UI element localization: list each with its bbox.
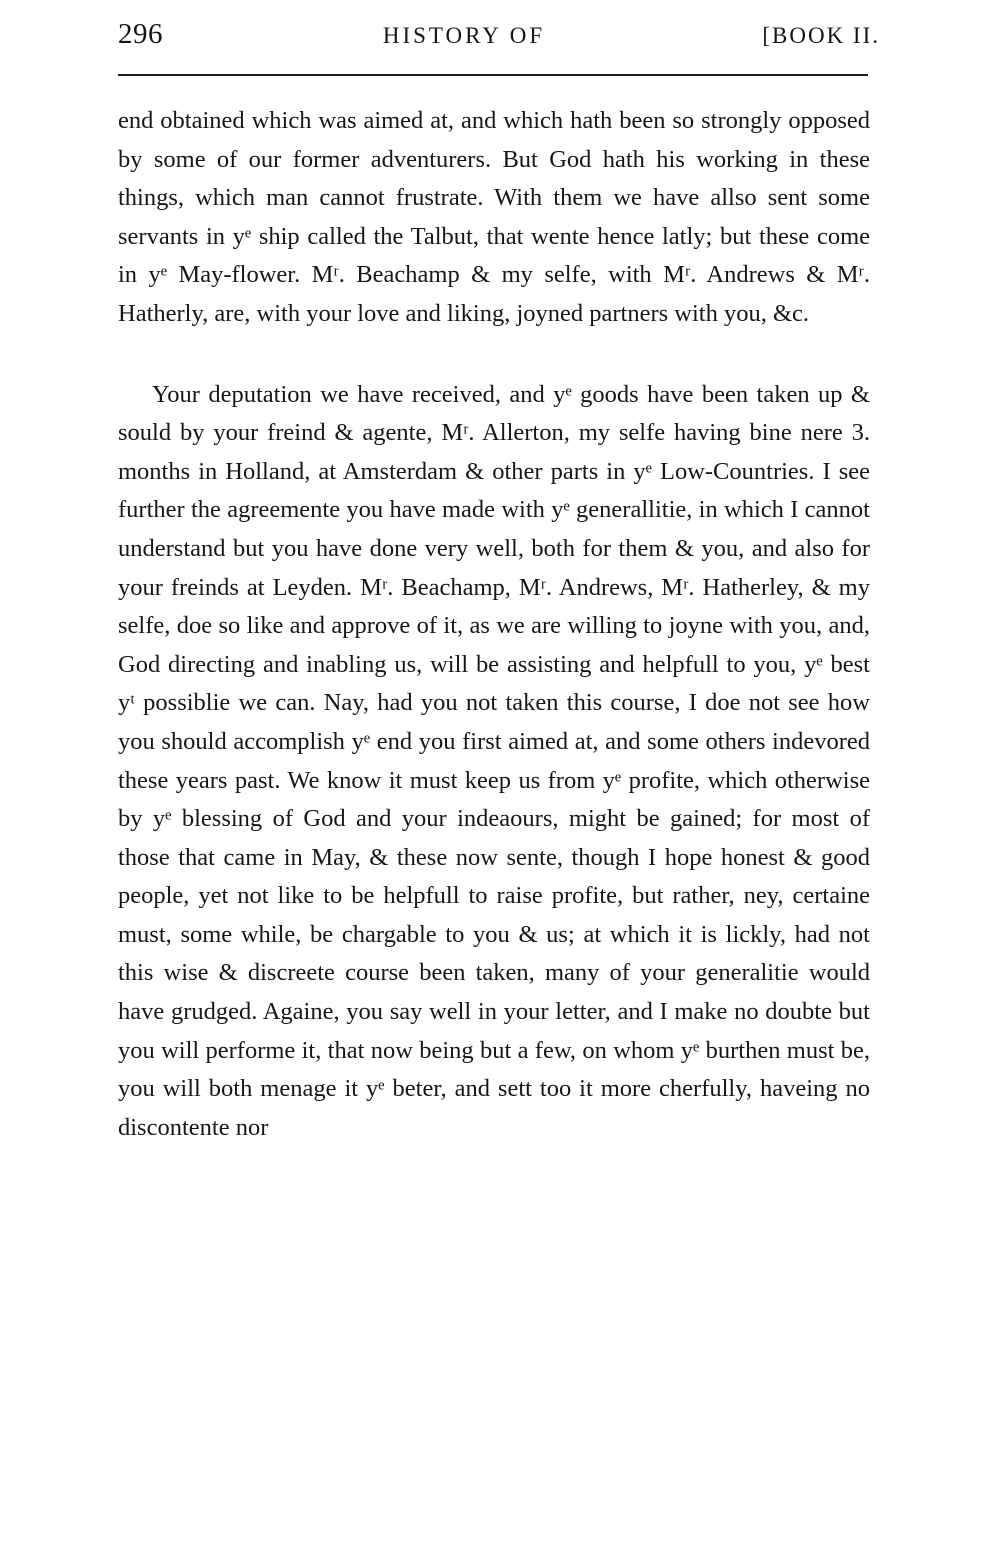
running-head-title: HISTORY OF <box>382 23 546 48</box>
page-number: 296 <box>118 18 163 50</box>
page-body <box>118 102 870 1147</box>
header-divider-rule <box>118 74 868 76</box>
paragraph-2: Your deputation we have received, and yᵉ goods have been taken up & sould by your freind & agente, Mʳ. Allerton, my selfe having bine nere 3. months in Holland, at Amsterdam & other parts in yᵉ Low-Countries. I see further the agreemente you have made with yᵉ generallitie, in which I cannot understand but you have done very well, both for them & you, and also for your freinds at Leyden. Mʳ. Beachamp, Mʳ. Andrews, Mʳ. Hatherley, & my selfe, doe so like and approve of it, as we are willing to joyne with you, and, God directing and inabling us, will be assisting and helpfull to you, yᵉ best yᵗ possiblie we can. Nay, had you not taken this course, I doe not see how you should accomplish yᵉ end you first aimed at, and some others indevored these years past. We know it must keep us from yᵉ profite, which otherwise by yᵉ blessing of God and your indeaours, might be gained; for most of those that came in May, & these now sente, though I hope honest & good people, yet not like to be helpfull to raise profite, but rather, ney, certaine must, some while, be chargable to you & us; at which it is lickly, had not this wise & discreete course been taken, many of your generalitie would have grudged. Againe, you say well in your letter, and I make no doubte but you will performe it, that now being but a few, on whom yᵉ burthen must be, you will both menage it yᵉ beter, and sett too it more cherfully, haveing no discontente nor <box>118 380 870 1141</box>
paragraph-1: end obtained which was aimed at, and which hath been so strongly opposed by some of our former adventurers. But God hath his working in these things, which man cannot frustrate. With them we have allso sent some servants in yᵉ ship called the Talbut, that wente hence latly; but these come in yᵉ May-flower. Mʳ. Beachamp & my selfe, with Mʳ. Andrews & Mʳ. Hatherly, are, with your love and liking, joyned partners with you, &c. <box>118 107 870 327</box>
running-head <box>118 18 880 58</box>
running-head-book: [BOOK II. <box>762 23 880 48</box>
